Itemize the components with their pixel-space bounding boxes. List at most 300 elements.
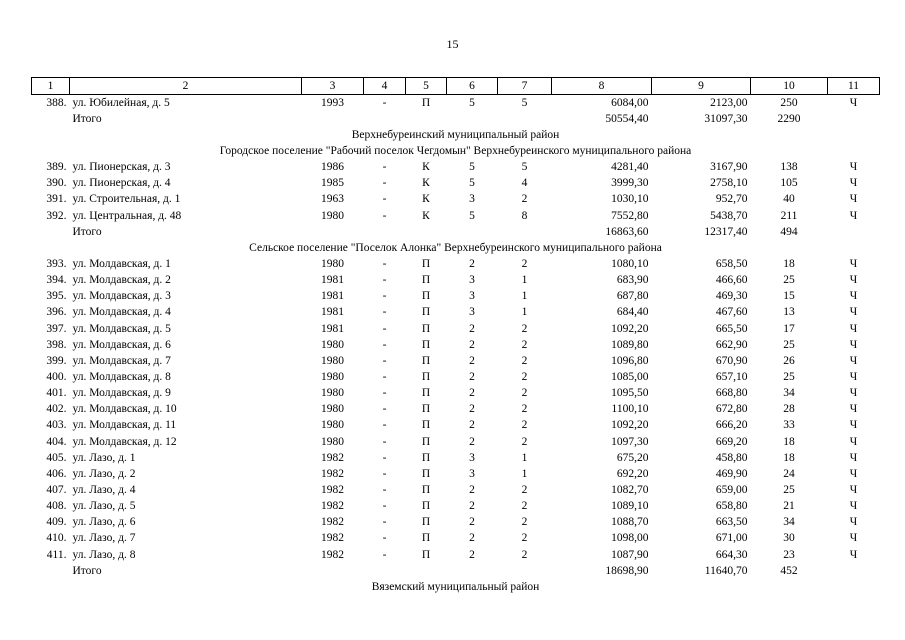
cell-address: ул. Молдавская, д. 8 [72, 370, 171, 383]
section-heading-row [32, 143, 880, 159]
table-row [32, 192, 880, 208]
cell-row-number: 410. [46, 532, 67, 545]
total-row [32, 111, 880, 127]
cell-wall-material: П [421, 451, 431, 464]
cell-living-area: 658,50 [715, 257, 748, 270]
cell-wall-material: П [421, 435, 431, 448]
section-heading-row [32, 240, 880, 256]
cell-total-area: 1085,00 [611, 370, 649, 383]
cell-residents: 18 [783, 257, 795, 270]
cell-row-number: 411. [46, 548, 67, 561]
cell-wall-flag: - [382, 274, 387, 287]
cell-total-area: 1098,00 [611, 532, 649, 545]
cell-status: Ч [849, 193, 858, 206]
column-header: 8 [552, 78, 652, 95]
cell-wall-material: П [421, 257, 431, 270]
table-row [32, 369, 880, 385]
cell-year-built: 1982 [321, 483, 344, 496]
cell-year-built: 1993 [321, 96, 344, 109]
cell-total-area: 683,90 [616, 274, 649, 287]
cell-residents: 34 [783, 387, 795, 400]
cell-living-area: 668,80 [715, 387, 748, 400]
cell-status: Ч [849, 435, 858, 448]
table-row [32, 289, 880, 305]
cell-status: Ч [849, 290, 858, 303]
cell-address: ул. Лазо, д. 6 [72, 516, 136, 529]
cell-year-built: 1985 [321, 177, 344, 190]
total-spacer [302, 111, 552, 127]
cell-year-built: 1982 [321, 532, 344, 545]
cell-status: Ч [849, 500, 858, 513]
cell-address: ул. Молдавская, д. 2 [72, 274, 171, 287]
column-header: 2 [70, 78, 302, 95]
cell-living-area: 658,80 [715, 500, 748, 513]
cell-row-number: 395. [46, 290, 67, 303]
cell-living-area: 5438,70 [710, 209, 748, 222]
cell-status: Ч [849, 177, 858, 190]
cell-year-built: 1986 [321, 161, 344, 174]
cell-living-area: 665,50 [715, 322, 748, 335]
section-heading: Городское поселение "Рабочий поселок Чегдомын" Верхнебуреинского муниципального района [219, 144, 692, 157]
table-row [32, 402, 880, 418]
total-living-area: 31097,30 [704, 112, 748, 125]
table-row [32, 434, 880, 450]
column-header: 9 [652, 78, 751, 95]
total-area: 50554,40 [605, 112, 649, 125]
cell-floors: 3 [469, 193, 475, 206]
total-residents: 452 [780, 564, 798, 577]
cell-status: Ч [849, 467, 858, 480]
cell-status: Ч [849, 403, 858, 416]
column-header: 11 [828, 78, 880, 95]
cell-entrances: 5 [521, 96, 528, 109]
table-row [32, 386, 880, 402]
cell-living-area: 666,20 [715, 419, 748, 432]
cell-wall-flag: - [382, 96, 387, 109]
cell-status: Ч [849, 161, 858, 174]
cell-living-area: 664,30 [715, 548, 748, 561]
housing-table [31, 77, 880, 595]
cell-entrances: 2 [521, 257, 528, 270]
cell-residents: 17 [783, 322, 795, 335]
cell-wall-material: П [421, 338, 431, 351]
cell-wall-material: П [421, 403, 431, 416]
cell-year-built: 1981 [321, 306, 344, 319]
table-row [32, 321, 880, 337]
cell-total-area: 1030,10 [611, 193, 649, 206]
cell-entrances: 2 [521, 338, 528, 351]
cell-wall-material: К [422, 209, 430, 222]
cell-total-area: 3999,30 [611, 177, 649, 190]
cell-wall-flag: - [382, 387, 387, 400]
cell-row-number: 404. [46, 435, 67, 448]
cell-entrances: 2 [521, 483, 528, 496]
cell-address: ул. Лазо, д. 5 [72, 500, 136, 513]
cell-residents: 211 [780, 209, 798, 222]
cell-living-area: 3167,90 [710, 161, 748, 174]
table-row [32, 531, 880, 547]
table-row [32, 305, 880, 321]
cell-entrances: 2 [521, 419, 528, 432]
cell-total-area: 4281,40 [611, 161, 649, 174]
cell-living-area: 458,80 [715, 451, 748, 464]
cell-status: Ч [849, 387, 858, 400]
cell-total-area: 1089,10 [611, 500, 649, 513]
cell-status: Ч [849, 516, 858, 529]
cell-wall-material: П [421, 306, 431, 319]
cell-address: ул. Молдавская, д. 11 [72, 419, 177, 432]
cell-total-area: 692,20 [616, 467, 649, 480]
cell-wall-flag: - [382, 516, 387, 529]
cell-status: Ч [849, 274, 858, 287]
cell-year-built: 1980 [321, 435, 344, 448]
total-living-area: 11640,70 [704, 564, 748, 577]
cell-row-number: 406. [46, 467, 67, 480]
cell-residents: 13 [783, 306, 795, 319]
cell-status: Ч [849, 483, 858, 496]
cell-row-number: 402. [46, 403, 67, 416]
column-header: 10 [751, 78, 828, 95]
cell-wall-material: П [421, 548, 431, 561]
cell-address: ул. Молдавская, д. 1 [72, 257, 171, 270]
cell-status: Ч [849, 96, 858, 109]
cell-row-number: 408. [46, 500, 67, 513]
cell-entrances: 5 [521, 161, 528, 174]
cell-entrances: 2 [521, 322, 528, 335]
cell-total-area: 1089,80 [611, 338, 649, 351]
cell-status: Ч [849, 419, 858, 432]
cell-living-area: 671,00 [715, 532, 748, 545]
cell-living-area: 466,60 [715, 274, 748, 287]
cell-residents: 25 [783, 370, 795, 383]
table-row [32, 466, 880, 482]
cell-floors: 2 [469, 257, 475, 270]
cell-row-number: 405. [46, 451, 67, 464]
cell-address: ул. Лазо, д. 7 [72, 532, 136, 545]
cell-row-number: 398. [46, 338, 67, 351]
cell-row-number: 396. [46, 306, 67, 319]
cell-address: ул. Лазо, д. 8 [72, 548, 136, 561]
cell-living-area: 659,00 [715, 483, 748, 496]
cell-living-area: 2123,00 [710, 96, 748, 109]
cell-address: ул. Лазо, д. 4 [72, 483, 136, 496]
cell-year-built: 1982 [321, 467, 344, 480]
cell-floors: 2 [469, 370, 475, 383]
total-living-area: 12317,40 [704, 225, 748, 238]
cell-total-area: 1082,70 [611, 483, 649, 496]
table-row [32, 95, 880, 112]
cell-living-area: 469,30 [715, 290, 748, 303]
cell-address: ул. Молдавская, д. 10 [72, 403, 177, 416]
section-heading: Вяземский муниципальный район [371, 580, 540, 593]
cell-wall-material: П [421, 322, 431, 335]
section-heading: Сельское поселение "Поселок Алонка" Верхнебуреинского муниципального района [249, 241, 662, 254]
cell-year-built: 1980 [321, 209, 344, 222]
cell-total-area: 684,40 [616, 306, 649, 319]
cell-address: ул. Юбилейная, д. 5 [72, 96, 170, 109]
cell-year-built: 1980 [321, 257, 344, 270]
page-number: 15 [446, 37, 459, 51]
cell-year-built: 1980 [321, 387, 344, 400]
cell-total-area: 1092,20 [611, 419, 649, 432]
cell-address: ул. Центральная, д. 48 [72, 209, 182, 222]
cell-row-number: 401. [46, 387, 67, 400]
cell-floors: 3 [469, 306, 475, 319]
table-body [32, 78, 880, 596]
cell-wall-flag: - [382, 193, 387, 206]
cell-status: Ч [849, 354, 858, 367]
cell-row-number: 390. [46, 177, 67, 190]
column-header: 3 [302, 78, 364, 95]
cell-entrances: 1 [521, 451, 528, 464]
cell-living-area: 2758,10 [710, 177, 748, 190]
cell-wall-flag: - [382, 419, 387, 432]
cell-floors: 5 [469, 161, 475, 174]
cell-living-area: 952,70 [715, 193, 748, 206]
cell-floors: 2 [469, 500, 475, 513]
cell-status: Ч [849, 338, 858, 351]
cell-year-built: 1981 [321, 290, 344, 303]
cell-row-number: 393. [46, 257, 67, 270]
cell-floors: 3 [469, 274, 475, 287]
cell-total-area: 1087,90 [611, 548, 649, 561]
cell-wall-flag: - [382, 322, 387, 335]
table-row [32, 353, 880, 369]
cell-residents: 34 [783, 516, 795, 529]
cell-total-area: 687,80 [616, 290, 649, 303]
cell-year-built: 1981 [321, 322, 344, 335]
cell-status: Ч [849, 532, 858, 545]
cell-floors: 2 [469, 516, 475, 529]
total-spacer [828, 563, 880, 579]
cell-floors: 3 [469, 451, 475, 464]
cell-wall-material: П [421, 96, 431, 109]
cell-floors: 2 [469, 548, 475, 561]
table-row [32, 208, 880, 224]
cell-wall-flag: - [382, 338, 387, 351]
total-residents: 494 [780, 225, 798, 238]
cell-wall-flag: - [382, 209, 387, 222]
cell-wall-flag: - [382, 290, 387, 303]
cell-total-area: 1096,80 [611, 354, 649, 367]
total-area: 18698,90 [605, 564, 649, 577]
cell-floors: 2 [469, 403, 475, 416]
total-label: Итого [72, 225, 102, 238]
column-header: 5 [406, 78, 447, 95]
cell-residents: 18 [783, 435, 795, 448]
cell-living-area: 663,50 [715, 516, 748, 529]
cell-address: ул. Пионерская, д. 3 [72, 161, 171, 174]
cell-entrances: 2 [521, 500, 528, 513]
table-row [32, 515, 880, 531]
cell-row-number: 391. [46, 193, 67, 206]
cell-floors: 5 [469, 177, 475, 190]
cell-address: ул. Молдавская, д. 5 [72, 322, 171, 335]
column-header: 7 [498, 78, 552, 95]
cell-living-area: 657,10 [715, 370, 748, 383]
table-row [32, 176, 880, 192]
section-heading-row [32, 127, 880, 143]
total-row [32, 563, 880, 579]
cell-total-area: 7552,80 [611, 209, 649, 222]
cell-floors: 2 [469, 532, 475, 545]
cell-year-built: 1980 [321, 419, 344, 432]
cell-wall-flag: - [382, 161, 387, 174]
cell-row-number: 399. [46, 354, 67, 367]
cell-residents: 25 [783, 338, 795, 351]
cell-total-area: 1092,20 [611, 322, 649, 335]
cell-wall-flag: - [382, 257, 387, 270]
cell-year-built: 1981 [321, 274, 344, 287]
cell-floors: 2 [469, 322, 475, 335]
cell-address: ул. Молдавская, д. 4 [72, 306, 171, 319]
cell-residents: 26 [783, 354, 795, 367]
cell-status: Ч [849, 451, 858, 464]
cell-address: ул. Лазо, д. 2 [72, 467, 136, 480]
cell-entrances: 4 [521, 177, 528, 190]
cell-year-built: 1980 [321, 338, 344, 351]
cell-address: ул. Лазо, д. 1 [72, 451, 136, 464]
total-spacer [828, 224, 880, 240]
cell-wall-material: К [422, 161, 430, 174]
cell-row-number: 389. [46, 161, 67, 174]
total-spacer [32, 111, 70, 127]
cell-wall-material: П [421, 500, 431, 513]
cell-year-built: 1980 [321, 354, 344, 367]
cell-row-number: 409. [46, 516, 67, 529]
cell-entrances: 2 [521, 193, 528, 206]
cell-row-number: 397. [46, 322, 67, 335]
cell-entrances: 1 [521, 274, 528, 287]
cell-living-area: 467,60 [715, 306, 748, 319]
cell-total-area: 675,20 [616, 451, 649, 464]
cell-floors: 2 [469, 338, 475, 351]
cell-entrances: 1 [521, 467, 528, 480]
cell-address: ул. Молдавская, д. 7 [72, 354, 171, 367]
cell-floors: 2 [469, 419, 475, 432]
cell-residents: 15 [783, 290, 795, 303]
cell-wall-flag: - [382, 467, 387, 480]
cell-year-built: 1980 [321, 403, 344, 416]
cell-wall-material: П [421, 516, 431, 529]
cell-address: ул. Строительная, д. 1 [72, 193, 181, 206]
table-row [32, 450, 880, 466]
total-residents: 2290 [777, 112, 801, 125]
cell-year-built: 1982 [321, 516, 344, 529]
cell-total-area: 6084,00 [611, 96, 649, 109]
cell-row-number: 392. [46, 209, 67, 222]
cell-status: Ч [849, 322, 858, 335]
cell-wall-material: П [421, 419, 431, 432]
cell-entrances: 2 [521, 548, 528, 561]
cell-wall-material: К [422, 177, 430, 190]
table-row [32, 418, 880, 434]
cell-address: ул. Молдавская, д. 6 [72, 338, 171, 351]
cell-residents: 25 [783, 483, 795, 496]
cell-year-built: 1980 [321, 370, 344, 383]
cell-total-area: 1100,10 [611, 403, 649, 416]
cell-status: Ч [849, 257, 858, 270]
cell-wall-flag: - [382, 306, 387, 319]
cell-entrances: 2 [521, 532, 528, 545]
column-header: 6 [447, 78, 498, 95]
cell-residents: 250 [780, 96, 798, 109]
total-spacer [828, 111, 880, 127]
cell-wall-material: П [421, 483, 431, 496]
cell-status: Ч [849, 306, 858, 319]
cell-wall-flag: - [382, 403, 387, 416]
cell-total-area: 1097,30 [611, 435, 649, 448]
cell-entrances: 2 [521, 370, 528, 383]
total-label: Итого [72, 112, 102, 125]
table-row [32, 256, 880, 272]
cell-wall-flag: - [382, 500, 387, 513]
cell-address: ул. Молдавская, д. 12 [72, 435, 177, 448]
cell-wall-flag: - [382, 435, 387, 448]
cell-residents: 21 [783, 500, 795, 513]
table-row [32, 482, 880, 498]
table-row [32, 547, 880, 563]
cell-floors: 3 [469, 467, 475, 480]
cell-entrances: 2 [521, 435, 528, 448]
cell-entrances: 2 [521, 516, 528, 529]
cell-row-number: 407. [46, 483, 67, 496]
cell-total-area: 1088,70 [611, 516, 649, 529]
cell-wall-flag: - [382, 177, 387, 190]
total-spacer [32, 224, 70, 240]
cell-wall-material: П [421, 467, 431, 480]
cell-floors: 2 [469, 435, 475, 448]
cell-wall-material: П [421, 370, 431, 383]
cell-wall-flag: - [382, 548, 387, 561]
cell-status: Ч [849, 209, 858, 222]
cell-floors: 3 [469, 290, 475, 303]
cell-living-area: 662,90 [715, 338, 748, 351]
cell-residents: 138 [780, 161, 798, 174]
cell-address: ул. Молдавская, д. 9 [72, 387, 171, 400]
cell-status: Ч [849, 548, 858, 561]
total-row [32, 224, 880, 240]
cell-wall-material: П [421, 532, 431, 545]
cell-living-area: 670,90 [715, 354, 748, 367]
cell-row-number: 403. [46, 419, 67, 432]
cell-entrances: 2 [521, 403, 528, 416]
column-header: 1 [32, 78, 70, 95]
section-heading: Верхнебуреинский муниципальный район [351, 128, 560, 141]
table-header-row [32, 78, 880, 95]
table-row [32, 337, 880, 353]
total-spacer [302, 224, 552, 240]
cell-wall-flag: - [382, 532, 387, 545]
cell-entrances: 2 [521, 354, 528, 367]
cell-wall-material: П [421, 387, 431, 400]
total-label: Итого [72, 564, 102, 577]
cell-year-built: 1982 [321, 451, 344, 464]
cell-wall-material: П [421, 354, 431, 367]
cell-wall-flag: - [382, 451, 387, 464]
cell-floors: 5 [469, 209, 475, 222]
cell-residents: 28 [783, 403, 795, 416]
cell-floors: 2 [469, 387, 475, 400]
cell-row-number: 394. [46, 274, 67, 287]
column-header: 4 [364, 78, 406, 95]
cell-floors: 2 [469, 483, 475, 496]
cell-residents: 23 [783, 548, 795, 561]
cell-wall-material: К [422, 193, 430, 206]
cell-row-number: 388. [46, 96, 67, 109]
cell-residents: 33 [783, 419, 795, 432]
cell-entrances: 2 [521, 387, 528, 400]
